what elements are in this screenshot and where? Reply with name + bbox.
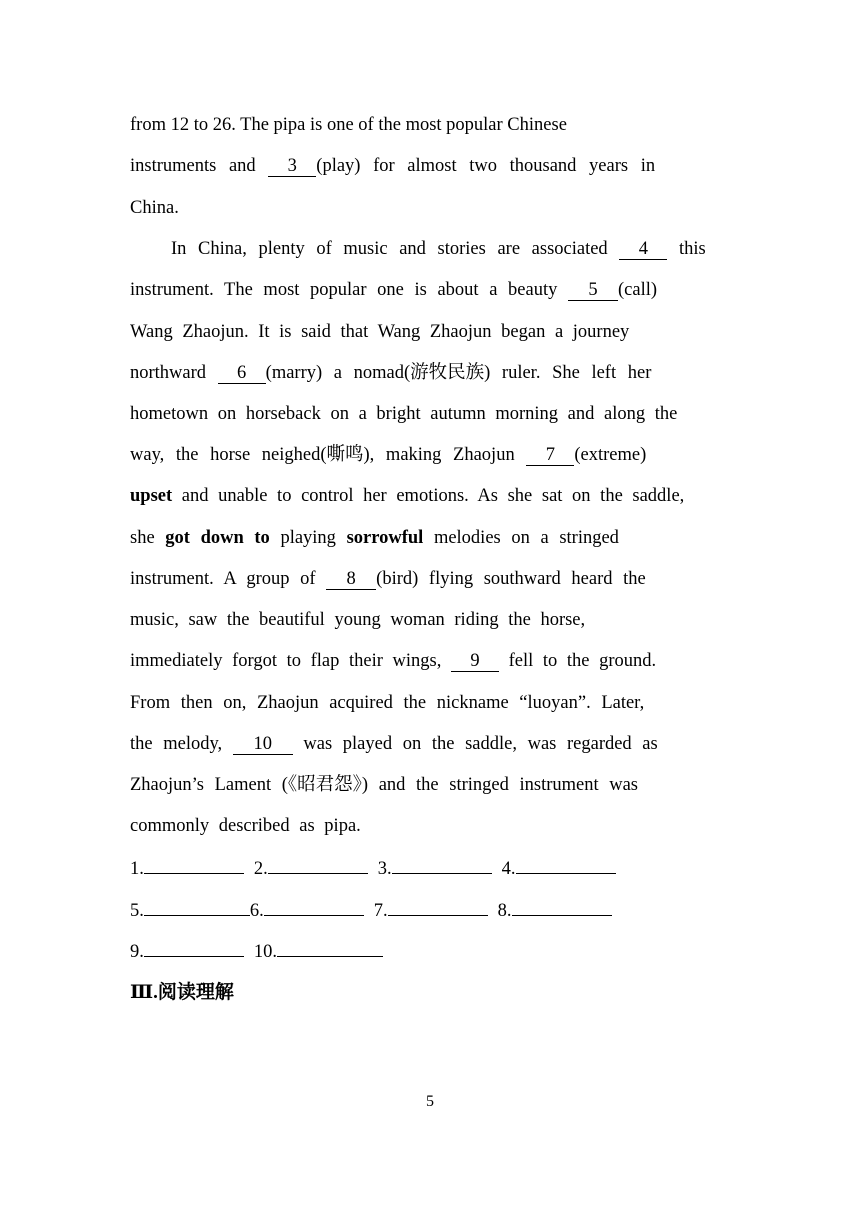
passage-text: the melody, (130, 734, 233, 754)
passage-line (130, 320, 629, 344)
answer-number: 5. (130, 901, 144, 921)
passage-text: melodies on a stringed (423, 528, 619, 548)
answer-number: 9. (130, 942, 144, 962)
passage-line (130, 649, 656, 673)
passage-text: China. (130, 198, 179, 218)
answer-row (130, 856, 616, 881)
answer-number: 6. (249, 901, 264, 921)
bold-phrase: got down to (165, 528, 270, 548)
passage-text: Zhaojun’s Lament (《昭君怨》) and the stringed instrument was (130, 775, 639, 795)
passage-line (130, 278, 657, 302)
passage-line (130, 361, 651, 385)
passage-text: playing (269, 528, 347, 548)
passage-line (130, 567, 646, 591)
passage-line (130, 732, 658, 756)
passage-line (130, 196, 179, 220)
blank-6: 6 (218, 364, 266, 384)
answer-row (130, 898, 612, 923)
bold-word: sorrowful (346, 528, 424, 548)
answer-slot-10[interactable] (254, 939, 383, 964)
page-number: 5 (426, 1093, 434, 1110)
answer-number: 2. (253, 859, 268, 879)
passage-line (130, 691, 644, 715)
answer-number: 1. (130, 859, 144, 879)
passage-text: immediately forgot to flap their wings, (130, 651, 451, 671)
answer-number: 3. (377, 859, 392, 879)
blank-3: 3 (268, 157, 316, 177)
answer-slot-7[interactable] (374, 898, 488, 923)
passage-line (130, 526, 619, 550)
passage-text: (marry) a nomad(游牧民族) ruler. She left her (265, 363, 652, 383)
answer-number: 8. (497, 901, 512, 921)
answer-slot-3[interactable] (378, 856, 492, 881)
answer-number: 7. (373, 901, 388, 921)
blank-8: 8 (326, 570, 376, 590)
passage-line (130, 113, 668, 137)
answer-number: 4. (501, 859, 516, 879)
bold-word: upset (130, 486, 173, 506)
passage-text: this (667, 239, 706, 259)
passage-text: she (130, 528, 166, 548)
passage-text: music, saw the beautiful young woman riding the horse, (130, 610, 586, 630)
blank-4: 4 (619, 240, 667, 260)
passage-line (130, 154, 672, 178)
passage-text: from 12 to 26. The pipa is one of the most popular Chinese (130, 115, 567, 135)
passage-text: northward (130, 363, 218, 383)
answer-slot-4[interactable] (502, 856, 616, 881)
passage-text: (extreme) (574, 445, 647, 465)
answer-number: 10. (253, 942, 277, 962)
passage-text: fell to the ground. (498, 651, 657, 671)
answer-row (130, 939, 383, 964)
passage-text: was played on the saddle, was regarded as (292, 734, 658, 754)
blank-5: 5 (568, 281, 618, 301)
passage-text: (play) for almost two thousand years in (316, 156, 656, 176)
passage-text: (bird) flying southward heard the (376, 569, 646, 589)
passage-text: (call) (617, 280, 658, 300)
passage-text: way, the horse neighed(嘶鸣), making Zhaojun (130, 445, 527, 465)
passage-line (130, 814, 361, 838)
passage-line (130, 773, 638, 797)
answer-slot-2[interactable] (254, 856, 368, 881)
passage-line (171, 237, 706, 261)
answer-slot-8[interactable] (498, 898, 612, 923)
passage-text: instrument. The most popular one is about a beauty (130, 280, 568, 300)
passage-line (130, 484, 684, 508)
passage-text: commonly described as pipa. (130, 816, 361, 836)
passage-line (130, 402, 677, 426)
passage-text: Wang Zhaojun. It is said that Wang Zhaojun began a journey (130, 322, 630, 342)
blank-9: 9 (451, 652, 499, 672)
passage-text: instrument. A group of (130, 569, 327, 589)
passage-line (130, 608, 585, 632)
answer-slot-9[interactable] (130, 939, 244, 964)
passage-text: hometown on horseback on a bright autumn morning and along the (130, 404, 678, 424)
blank-7: 7 (526, 446, 574, 466)
answer-slot-5[interactable] (130, 898, 250, 923)
passage-text: In China, plenty of music and stories are associated (171, 239, 620, 259)
passage-text: From then on, Zhaojun acquired the nickname “luoyan”. Later, (130, 693, 645, 713)
answer-slot-1[interactable] (130, 856, 244, 881)
passage-line (130, 443, 646, 467)
section-title: Ⅲ.阅读理解 (130, 982, 234, 1003)
answer-slot-6[interactable] (250, 898, 364, 923)
blank-10: 10 (233, 735, 293, 755)
passage-text: instruments and (130, 156, 269, 176)
passage-text: and unable to control her emotions. As she sat on the saddle, (172, 486, 685, 506)
